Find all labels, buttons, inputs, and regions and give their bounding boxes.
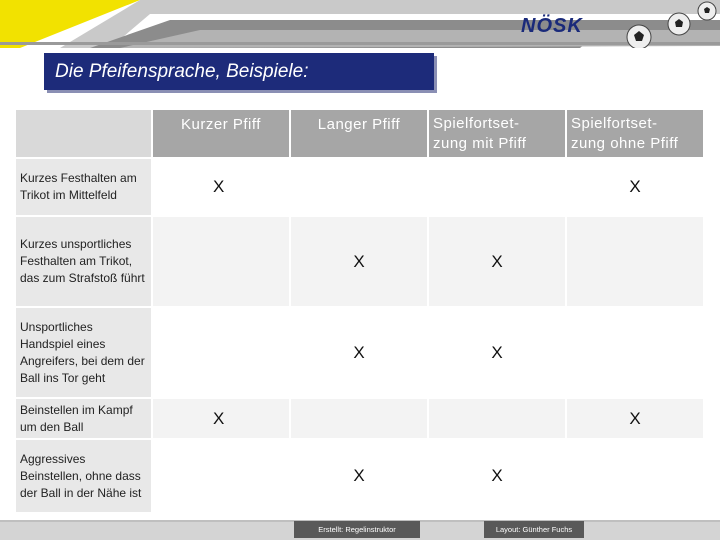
cell-mark <box>290 398 428 439</box>
row-label: Beinstellen im Kampf um den Ball <box>16 398 152 439</box>
column-header <box>152 110 290 158</box>
row-label: Unsportliches Handspiel eines Angreifers, bei dem der Ball ins Tor geht <box>16 307 152 398</box>
row-label: Aggressives Beinstellen, ohne dass der Ball in der Nähe ist <box>16 439 152 513</box>
column-header-label: Spielfortset- zung ohne Pfiff <box>571 114 679 152</box>
cell-mark <box>152 216 290 307</box>
table-corner <box>16 110 152 158</box>
cell-mark: X <box>428 307 566 398</box>
cell-mark: X <box>290 216 428 307</box>
footer-credit-right: Layout: Günther Fuchs <box>484 521 584 538</box>
column-header-label: Spielfortset- zung mit Pfiff <box>433 114 527 152</box>
column-header-label: Kurzer Pfiff <box>181 115 261 133</box>
row-label: Kurzes Festhalten am Trikot im Mittelfeld <box>16 158 152 216</box>
column-header <box>290 110 428 158</box>
whistle-signals-table <box>16 110 705 514</box>
page-title: Die Pfeifensprache, Beispiele: <box>44 53 434 90</box>
soccer-balls-icon <box>612 0 720 48</box>
cell-mark: X <box>290 439 428 513</box>
table-row <box>16 307 704 398</box>
cell-mark <box>566 216 704 307</box>
cell-mark <box>428 398 566 439</box>
column-header <box>566 110 704 158</box>
cell-mark <box>428 158 566 216</box>
brand-logo-text: NÖSK <box>521 15 583 37</box>
footer-credit-left: Erstellt: Regelinstruktor <box>294 521 420 538</box>
cell-mark: X <box>428 439 566 513</box>
table-row <box>16 158 704 216</box>
cell-mark: X <box>428 216 566 307</box>
cell-mark: X <box>290 307 428 398</box>
cell-mark <box>566 439 704 513</box>
table-row <box>16 398 704 439</box>
cell-mark: X <box>566 158 704 216</box>
cell-mark: X <box>152 398 290 439</box>
cell-mark: X <box>152 158 290 216</box>
cell-mark <box>290 158 428 216</box>
table-row <box>16 216 704 307</box>
cell-mark <box>566 307 704 398</box>
cell-mark: X <box>566 398 704 439</box>
column-header-label: Langer Pfiff <box>317 115 401 133</box>
cell-mark <box>152 439 290 513</box>
table-row <box>16 439 704 513</box>
column-header <box>428 110 566 158</box>
row-label: Kurzes unsportliches Festhalten am Trikot, das zum Strafstoß führt <box>16 216 152 307</box>
cell-mark <box>152 307 290 398</box>
